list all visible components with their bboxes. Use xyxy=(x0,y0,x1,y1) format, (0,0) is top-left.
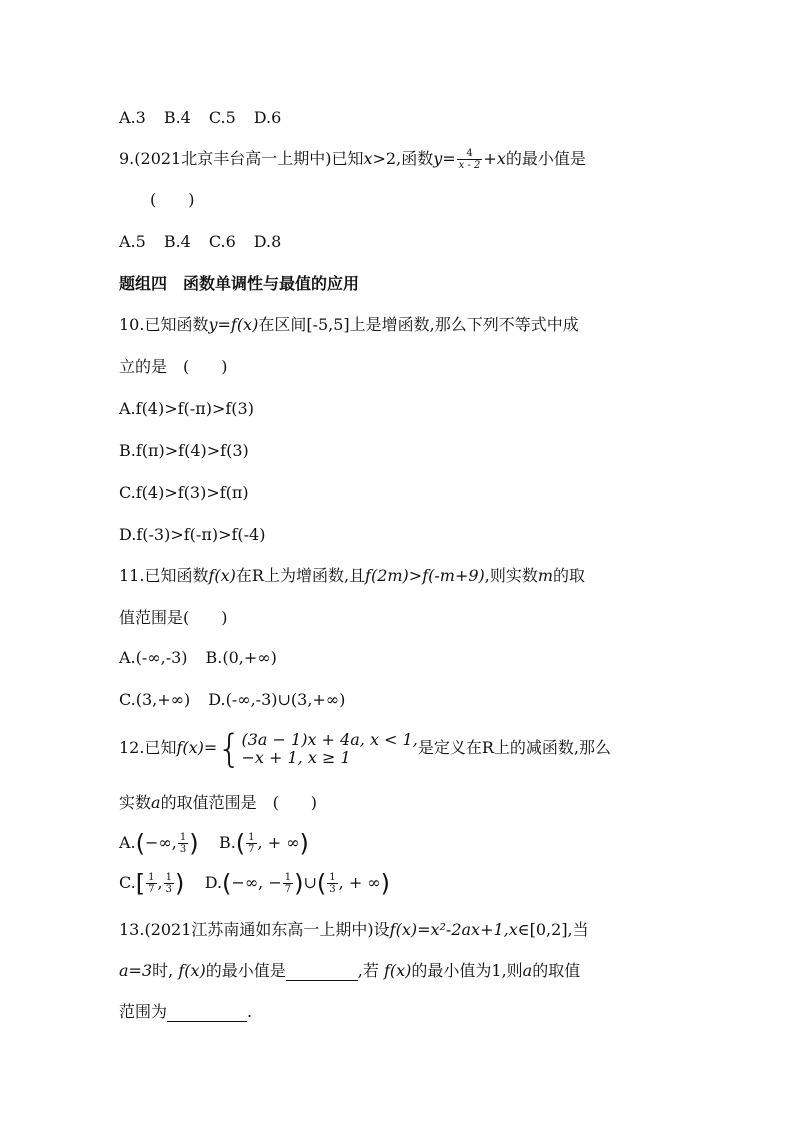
q12-a-frac-den: 3 xyxy=(179,844,187,855)
q12-line2-a: 实数 xyxy=(119,793,152,812)
q12-d-frac1 xyxy=(283,872,293,895)
q12-b-right: , + ∞ xyxy=(257,833,300,852)
q12-stem-line2 xyxy=(119,793,317,813)
q13-stem-line3 xyxy=(119,1002,252,1022)
q12-d-union: ∪ xyxy=(303,873,317,892)
q12-d-lparen: ( xyxy=(222,869,232,898)
q12-d-frac2-den: 3 xyxy=(329,884,336,895)
q8-option-b: B.4 xyxy=(163,108,191,127)
q9-prefix: 9.(2021北京丰台高一上期中)已知 xyxy=(119,149,364,168)
q13-blank-1[interactable] xyxy=(286,964,358,981)
q12-d-rparen1: ) xyxy=(294,869,304,898)
q9-equals: = xyxy=(442,149,456,168)
q9-frac-num: 4 xyxy=(457,148,483,160)
q12-c-frac1 xyxy=(146,872,156,895)
q11-text-a: 11.已知函数 xyxy=(119,566,209,585)
q12-stem xyxy=(119,726,611,771)
q9-plus: + xyxy=(483,149,497,168)
q12-a-frac xyxy=(178,832,188,855)
q13-period: . xyxy=(247,1002,253,1021)
q11-option-c: C.(3,+∞) xyxy=(119,690,191,709)
q12-b-frac xyxy=(246,832,256,855)
q11-options-cd xyxy=(119,690,345,710)
q13-function: f(x)=x²-2ax+1,x xyxy=(389,920,518,939)
q13-text-b: 时, xyxy=(152,961,174,980)
q12-c-lbracket: [ xyxy=(135,869,146,898)
q12-d-lparen2: ( xyxy=(316,869,327,898)
q12-function: f(x) xyxy=(176,738,204,757)
q13-text-c: ∈[0,2],当 xyxy=(517,920,589,939)
q12-suffix: 是定义在R上的减函数,那么 xyxy=(417,738,611,757)
q12-d-frac2-num: 1 xyxy=(329,872,336,883)
q13-text-i: 的取值 xyxy=(532,961,581,980)
q8-option-a: A.3 xyxy=(119,108,146,127)
q11-option-a: A.(-∞,-3) xyxy=(119,648,188,667)
q12-d-left: −∞, − xyxy=(231,873,282,892)
q9-var-x: x xyxy=(363,149,373,168)
q10-option-a: A.f(4)>f(-π)>f(3) xyxy=(119,399,254,418)
q12-c-frac2-den: 3 xyxy=(165,884,172,895)
q9-stem xyxy=(119,148,586,171)
q12-cases xyxy=(241,731,417,767)
q11-text-c: 在R上为增函数,且 xyxy=(235,566,366,585)
q9-var-x2: x xyxy=(496,149,506,168)
q12-c-frac1-num: 1 xyxy=(148,872,155,883)
q12-d-right: , + ∞ xyxy=(338,873,381,892)
q12-options-cd: C.[ $\frac{1}{7}$ , $\frac{1}{3}$ ) D.(−∞, − $\frac{1}{7}$ )∪( $\frac{1}{3}$ , + ∞) xyxy=(119,869,391,898)
q12-a-left: −∞, xyxy=(145,833,177,852)
q12-a-lparen: ( xyxy=(135,829,146,858)
q13-blank-2[interactable] xyxy=(167,1005,247,1022)
q12-var-a: a xyxy=(151,793,161,812)
q12-equals: = xyxy=(203,738,218,757)
q11-option-b: B.(0,+∞) xyxy=(205,648,277,667)
q12-b-frac-den: 7 xyxy=(248,844,255,855)
q13-stem-line2 xyxy=(119,961,580,981)
group4-heading: 题组四 函数单调性与最值的应用 xyxy=(119,274,360,293)
q10-text-c: 在区间[-5,5]上是增函数,那么下列不等式中成 xyxy=(258,315,579,334)
q13-text-d: 的最小值是 xyxy=(205,961,286,980)
q12-line2-b: 的取值范围是 ( ) xyxy=(160,793,318,812)
q10-stem-line2: 立的是 ( ) xyxy=(119,357,228,376)
q11-text-e: ,则实数 xyxy=(484,566,538,585)
q13-text-a: 13.(2021江苏南通如东高一上期中)设 xyxy=(119,920,390,939)
q12-d-frac1-num: 1 xyxy=(284,872,292,883)
q12-c-frac2 xyxy=(164,872,174,895)
q12-c-rparen: ) xyxy=(174,869,185,898)
q13-fx-2: f(x) xyxy=(383,961,412,980)
q11-stem-line2: 值范围是( ) xyxy=(119,608,228,627)
q11-function: f(x) xyxy=(208,566,236,585)
q9-frac-den: x - 2 xyxy=(458,160,481,171)
q13-stem xyxy=(119,920,589,940)
q9-option-c: C.6 xyxy=(208,232,236,251)
q11-stem xyxy=(119,566,585,586)
q11-option-d: D.(-∞,-3)∪(3,+∞) xyxy=(208,690,346,709)
q8-option-c: C.5 xyxy=(208,108,236,127)
q11-var-m: m xyxy=(537,566,554,585)
q12-c-frac1-den: 7 xyxy=(148,884,155,895)
q12-a-frac-num: 1 xyxy=(179,832,187,843)
q9-suffix: 的最小值是 xyxy=(505,149,586,168)
q11-options-ab xyxy=(119,648,277,668)
q10-stem xyxy=(119,315,579,335)
q12-b-rparen: ) xyxy=(299,829,309,858)
q9-fraction xyxy=(457,148,483,171)
q13-text-e: ,若 xyxy=(357,961,379,980)
q12-d-rparen2: ) xyxy=(380,869,391,898)
q12-a-rparen: ) xyxy=(189,829,199,858)
q10-text-a: 10.已知函数 xyxy=(119,315,209,334)
q12-option-d-label: D. xyxy=(204,873,223,892)
q12-option-c-label: C. xyxy=(119,873,136,892)
q13-text-line3: 范围为 xyxy=(119,1002,168,1021)
q12-b-lparen: ( xyxy=(235,829,246,858)
q12-d-frac2 xyxy=(327,872,337,895)
q11-text-g: 的取 xyxy=(553,566,586,585)
q12-option-b-label: B. xyxy=(218,833,236,852)
q10-function: y=f(x) xyxy=(208,315,259,334)
q12-options-ab xyxy=(119,826,309,860)
q8-option-d: D.6 xyxy=(253,108,282,127)
q9-var-y: y xyxy=(433,149,443,168)
q9-option-a: A.5 xyxy=(119,232,146,251)
q9-condition: >2,函数 xyxy=(372,149,434,168)
q9-option-b: B.4 xyxy=(163,232,191,251)
q9-options xyxy=(119,232,299,252)
q10-option-c: C.f(4)>f(3)>f(π) xyxy=(119,483,249,502)
q12-option-a-label: A. xyxy=(119,833,136,852)
q11-inequality: f(2m)>f(-m+9) xyxy=(365,566,485,585)
q9-option-d: D.8 xyxy=(253,232,282,251)
q13-var-a: a xyxy=(522,961,533,980)
q12-brace: { xyxy=(217,726,242,771)
q10-option-b: B.f(π)>f(4)>f(3) xyxy=(119,441,249,460)
q9-answer-paren: ( ) xyxy=(150,190,195,209)
q10-option-d: D.f(-3)>f(-π)>f(-4) xyxy=(119,525,266,544)
q12-prefix: 12.已知 xyxy=(119,738,177,757)
q8-options xyxy=(119,108,299,128)
q12-d-frac1-den: 7 xyxy=(284,884,292,895)
q13-text-g: 的最小值为1,则 xyxy=(411,961,523,980)
q13-fx: f(x) xyxy=(178,961,206,980)
q12-b-frac-num: 1 xyxy=(248,832,255,843)
q13-a-eq: a=3 xyxy=(119,961,153,980)
q12-case2: −x + 1, x ≥ 1 xyxy=(241,747,351,767)
q12-case1: (3a − 1)x + 4a, x < 1, xyxy=(241,729,418,749)
q12-c-frac2-num: 1 xyxy=(165,872,172,883)
